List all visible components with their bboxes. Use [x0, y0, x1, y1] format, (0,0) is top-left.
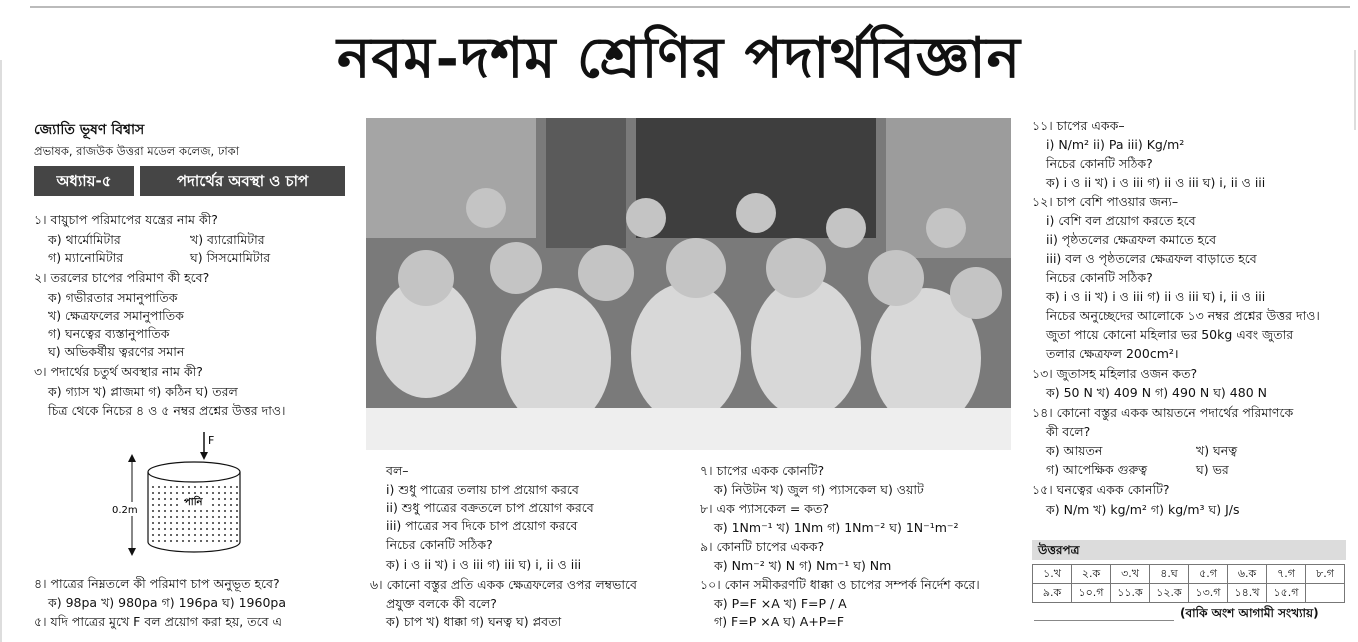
q2-option-kha: খ) ক্ষেত্রফলের সমানুপাতিক: [48, 308, 184, 323]
q1-option-gha: ঘ) সিসমোমিটার: [190, 250, 271, 265]
answer-cell: ১৪.খ: [1228, 584, 1267, 603]
continued-note: (বাকি অংশ আগামী সংখ্যায়): [1180, 606, 1319, 620]
q1-option-ga: গ) ম্যানোমিটার: [48, 250, 124, 265]
passage-line-2: তলার ক্ষেত্রফল 200cm²।: [1046, 346, 1179, 361]
answer-row: [1033, 584, 1345, 603]
q14-option-gha: ঘ) ভর: [1196, 462, 1229, 477]
q10-options-1: ক) P=F ×A খ) F=P / A: [714, 596, 847, 611]
q5-statement-iii: iii) পাত্রের সব দিকে চাপ প্রয়োগ করবে: [386, 518, 578, 533]
question-6-cont: প্রযুক্ত বলকে কী বলে?: [386, 596, 497, 611]
chapter-number: অধ্যায়-৫: [34, 166, 134, 196]
answer-cell: ২.ক: [1072, 565, 1111, 584]
passage-line-1: জুতা পায়ে কোনো মহিলার ভর 50kg এবং জুতার: [1046, 327, 1294, 342]
container-diagram: [108, 430, 248, 560]
answer-cell: ৩.খ: [1111, 565, 1150, 584]
height-label: 0.2m: [112, 505, 138, 516]
question-6: ৬। কোনো বস্তুর প্রতি একক ক্ষেত্রফলের ওপর লম্বভাবে: [370, 577, 637, 592]
left-margin-bar: [0, 60, 2, 642]
question-8: ৮। এক প্যাসকেল = কত?: [700, 501, 830, 516]
answer-cell: ১১.ক: [1111, 584, 1150, 603]
q11-prompt: নিচের কোনটি সঠিক?: [1046, 156, 1153, 171]
answer-cell: ১০.গ: [1072, 584, 1111, 603]
q11-statements: i) N/m² ii) Pa iii) Kg/m²: [1046, 137, 1185, 152]
q5-statement-ii: ii) শুধু পাত্রের বক্রতলে চাপ প্রয়োগ করবে: [386, 500, 594, 515]
q15-options: ক) N/m খ) kg/m² গ) kg/m³ ঘ) J/s: [1046, 502, 1240, 517]
force-label: F: [208, 434, 215, 447]
q4-options: ক) 98pa খ) 980pa গ) 196pa ঘ) 1960pa: [48, 595, 287, 610]
question-13: ১৩। জুতাসহ মহিলার ওজন কত?: [1032, 366, 1198, 381]
q12-options: ক) i ও ii খ) i ও iii গ) ii ও iii ঘ) i, ii ও iii: [1046, 289, 1266, 304]
question-1: ১। বায়ুচাপ পরিমাপের যন্ত্রের নাম কী?: [34, 212, 218, 227]
q3-options: ক) গ্যাস খ) প্লাজমা গ) কঠিন ঘ) তরল: [48, 384, 238, 399]
answer-cell: ৫.গ: [1189, 565, 1228, 584]
answer-key-table: [1032, 564, 1345, 603]
q5-statement-i: i) শুধু পাত্রের তলায় চাপ প্রয়োগ করবে: [386, 482, 579, 497]
answer-row: [1033, 565, 1345, 584]
answer-cell: ৯.ক: [1033, 584, 1072, 603]
answer-cell: ১.খ: [1033, 565, 1072, 584]
question-14-cont: কী বলে?: [1046, 424, 1091, 439]
q12-statement-i: i) বেশি বল প্রয়োগ করতে হবে: [1046, 213, 1196, 228]
author-designation: প্রভাষক, রাজউক উত্তরা মডেল কলেজ, ঢাকা: [34, 144, 240, 158]
q14-option-kha: খ) ঘনত্ব: [1196, 443, 1238, 458]
note-rule: [1034, 620, 1174, 621]
liquid-label: পানি: [184, 497, 203, 508]
question-14: ১৪। কোনো বস্তুর একক আয়তনে পদার্থের পরিমাণকে: [1032, 405, 1294, 420]
question-3: ৩। পদার্থের চতুর্থ অবস্থার নাম কী?: [34, 364, 203, 379]
page-title: নবম-দশম শ্রেণির পদার্থবিজ্ঞান: [336, 25, 1022, 91]
q2-option-ka: ক) গভীরতার সমানুপাতিক: [48, 290, 178, 305]
q14-option-ka: ক) আয়তন: [1046, 443, 1103, 458]
figure-instruction: চিত্র থেকে নিচের ৪ ও ৫ নম্বর প্রশ্নের উত্তর দাও।: [48, 403, 286, 418]
q1-option-kha: খ) ব্যারোমিটার: [190, 232, 265, 247]
q12-prompt: নিচের কোনটি সঠিক?: [1046, 270, 1153, 285]
answer-cell: ১২.ক: [1150, 584, 1189, 603]
q14-option-ga: গ) আপেক্ষিক গুরুত্ব: [1046, 462, 1148, 477]
question-15: ১৫। ঘনত্বের একক কোনটি?: [1032, 482, 1170, 497]
question-2: ২। তরলের চাপের পরিমাণ কী হবে?: [34, 270, 210, 285]
answer-cell: ৮.গ: [1306, 565, 1345, 584]
q13-options: ক) 50 N খ) 409 N গ) 490 N ঘ) 480 N: [1046, 385, 1267, 400]
question-7: ৭। চাপের একক কোনটি?: [700, 463, 825, 478]
answer-cell: [1306, 584, 1345, 603]
question-10: ১০। কোন সমীকরণটি ধাক্কা ও চাপের সম্পর্ক নির্দেশ করে।: [700, 577, 980, 592]
answer-cell: ৭.গ: [1267, 565, 1306, 584]
q8-options: ক) 1Nm⁻¹ খ) 1Nm গ) 1Nm⁻² ঘ) 1N⁻¹m⁻²: [714, 520, 959, 535]
q2-option-gha: ঘ) অভিকর্ষীয় ত্বরণের সমান: [48, 344, 185, 359]
question-5-start: ৫। যদি পাত্রের মুখে F বল প্রয়োগ করা হয়, তবে এ: [34, 614, 283, 629]
q5-options: ক) i ও ii খ) i ও iii গ) iii ঘ) i, ii ও iii: [386, 557, 582, 572]
question-11: ১১। চাপের একক–: [1032, 118, 1125, 133]
q11-options: ক) i ও ii খ) i ও iii গ) ii ও iii ঘ) i, ii ও iii: [1046, 175, 1266, 190]
chapter-title: পদার্থের অবস্থা ও চাপ: [140, 166, 345, 196]
question-4: ৪। পাত্রের নিম্নতলে কী পরিমাণ চাপ অনুভূত হবে?: [34, 576, 280, 591]
q12-statement-ii: ii) পৃষ্ঠতলের ক্ষেত্রফল কমাতে হবে: [1046, 232, 1217, 247]
q6-options: ক) চাপ খ) ধাক্কা গ) ঘনত্ব ঘ) প্লবতা: [386, 614, 562, 629]
answer-cell: ১৫.গ: [1267, 584, 1306, 603]
question-9: ৯। কোনটি চাপের একক?: [700, 539, 825, 554]
q12-statement-iii: iii) বল ও পৃষ্ঠতলের ক্ষেত্রফল বাড়াতে হবে: [1046, 251, 1257, 266]
top-rule: [30, 6, 1350, 8]
q1-option-ka: ক) থার্মোমিটার: [48, 232, 121, 247]
answer-cell: ৪.ঘ: [1150, 565, 1189, 584]
answer-cell: ১৩.গ: [1189, 584, 1228, 603]
q7-options: ক) নিউটন খ) জুল গ) প্যাসকেল ঘ) ওয়াট: [714, 482, 924, 497]
q5-continued: বল–: [386, 463, 409, 478]
q2-option-ga: গ) ঘনত্বের ব্যস্তানুপাতিক: [48, 326, 170, 341]
question-12: ১২। চাপ বেশি পাওয়ার জন্য–: [1032, 194, 1179, 209]
celebration-photo: [366, 118, 1011, 450]
answer-cell: ৬.ক: [1228, 565, 1267, 584]
passage-instruction: নিচের অনুচ্ছেদের আলোকে ১৩ নম্বর প্রশ্নের উত্তর দাও।: [1046, 308, 1320, 323]
q9-options: ক) Nm⁻² খ) N গ) Nm⁻¹ ঘ) Nm: [714, 558, 892, 573]
q5-prompt: নিচের কোনটি সঠিক?: [386, 537, 493, 552]
q10-options-2: গ) F=P ×A ঘ) A+P=F: [714, 614, 845, 629]
author-name: জ্যোতি ভূষণ বিশ্বাস: [34, 122, 145, 138]
answer-key-heading: উত্তরপত্র: [1032, 540, 1346, 560]
